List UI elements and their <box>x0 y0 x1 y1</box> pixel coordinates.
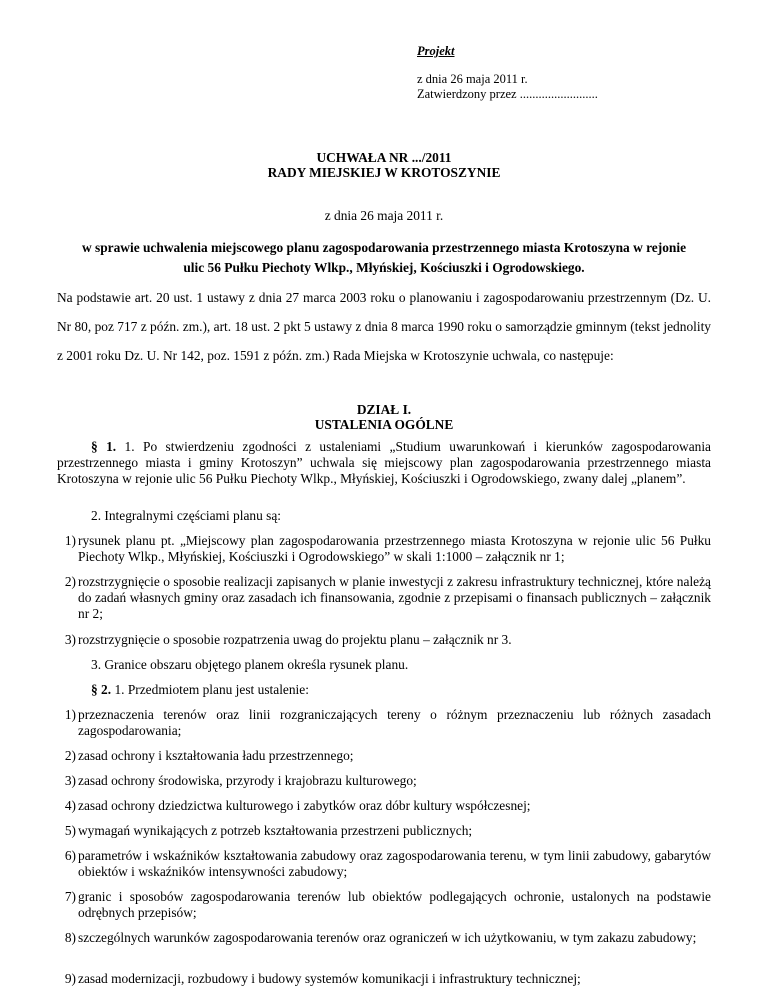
list-number: 2) <box>64 574 76 589</box>
list-number: 9) <box>64 971 76 986</box>
list-number: 7) <box>64 889 76 904</box>
list-number: 3) <box>64 632 76 647</box>
list-item <box>57 773 711 789</box>
list-text: przeznaczenia terenów oraz linii rozgraniczających tereny o różnym przeznaczeniu lub różnych zasadach zagospodarowania; <box>78 707 711 738</box>
list-text: zasad modernizacji, rozbudowy i budowy systemów komunikacji i infrastruktury technicznej; <box>78 971 581 986</box>
dzial-number: DZIAŁ I. <box>356 402 412 417</box>
list-number: 4) <box>64 798 76 813</box>
list-number: 1) <box>64 533 76 548</box>
section-mark: § 1. <box>91 439 117 454</box>
list-number: 6) <box>64 848 76 863</box>
list-item <box>57 748 711 764</box>
paragraph-s1-2: 2. Integralnymi częściami planu są: <box>91 508 282 523</box>
paragraph-text: 1. Po stwierdzeniu zgodności z ustaleniami „Studium uwarunkowań i kierunków zagospodarowania przestrzennego miasta i gminy Krotoszyn” uchwala się miejscowy plan zagospodarowania przestrzennego miasta Krotoszyna w rejonie ulic 56 Pułku Piechoty Wlkp., Młyńskiej, Kościuszki i Ogrodowskiego, zwany dalej „planem”. <box>57 439 711 486</box>
list-item <box>57 848 711 880</box>
subject-line-1: w sprawie uchwalenia miejscowego planu zagospodarowania przestrzennego miasta Krotoszyna w rejonie <box>81 240 687 255</box>
list-item <box>57 798 711 814</box>
header-approved: Zatwierdzony przez ......................... <box>417 87 598 101</box>
list-item <box>57 930 711 946</box>
paragraph-s1-1 <box>57 439 711 487</box>
paragraph-s2-1 <box>57 682 711 698</box>
resolution-date: z dnia 26 maja 2011 r. <box>324 208 444 223</box>
dzial-name: USTALENIA OGÓLNE <box>314 417 454 432</box>
list-number: 2) <box>64 748 76 763</box>
header-date: z dnia 26 maja 2011 r. <box>417 72 528 86</box>
preamble: Na podstawie art. 20 ust. 1 ustawy z dnia 27 marca 2003 roku o planowaniu i zagospodarowaniu przestrzennym (Dz. U. Nr 80, poz 717 z późn. zm.), art. 18 ust. 2 pkt 5 ustawy z dnia 8 marca 1990 roku o samorządzie gminnym (tekst jednolity z 2001 roku Dz. U. Nr 142, poz. 1591 z późn. zm.) Rada Miejska w Krotoszynie uchwala, co następuje: <box>57 290 711 363</box>
resolution-number: UCHWAŁA NR .../2011 <box>316 150 452 165</box>
resolution-subject <box>0 238 768 278</box>
list-text: parametrów i wskaźników kształtowania zabudowy oraz zagospodarowania terenu, w tym linii zabudowy, gabarytów obiektów i wskaźników intensywności zabudowy; <box>78 848 711 879</box>
list-text: granic i sposobów zagospodarowania terenów lub obiektów podlegających ochronie, ustalonych na podstawie odrębnych przepisów; <box>78 889 711 920</box>
resolution-title <box>0 150 768 180</box>
list-number: 1) <box>64 707 76 722</box>
list-number: 5) <box>64 823 76 838</box>
council-name: RADY MIEJSKIEJ W KROTOSZYNIE <box>267 165 501 180</box>
section-mark: § 2. <box>91 682 112 697</box>
subject-line-2: ulic 56 Pułku Piechoty Wlkp., Młyńskiej, Kościuszki i Ogrodowskiego. <box>183 260 585 275</box>
list-text: rozstrzygnięcie o sposobie rozpatrzenia uwag do projektu planu – załącznik nr 3. <box>78 632 512 647</box>
list-item <box>57 632 711 648</box>
paragraph-s1-3: 3. Granice obszaru objętego planem określa rysunek planu. <box>91 657 409 672</box>
list-item <box>57 823 711 839</box>
list-number: 8) <box>64 930 76 945</box>
projekt-label: Projekt <box>417 44 455 58</box>
list-text: rysunek planu pt. „Miejscowy plan zagospodarowania przestrzennego miasta Krotoszyna w rejonie ulic 56 Pułku Piechoty Wlkp., Młyńskiej, Kościuszki i Ogrodowskiego” w skali 1:1000 – załącznik nr 1; <box>78 533 711 564</box>
list-text: rozstrzygnięcie o sposobie realizacji zapisanych w planie inwestycji z zakresu infrastruktury technicznej, które należą do zadań własnych gminy oraz zasadach ich finansowania, zgodnie z przepisami o finansach publicznych – załącznik nr 2; <box>78 574 711 621</box>
section-heading <box>0 402 768 432</box>
list-item <box>57 971 711 987</box>
list-item <box>57 533 711 565</box>
list-item <box>57 889 711 921</box>
paragraph-text: 1. Przedmiotem planu jest ustalenie: <box>111 682 309 697</box>
list-text: zasad ochrony środowiska, przyrody i krajobrazu kulturowego; <box>78 773 417 788</box>
list-text: wymagań wynikających z potrzeb kształtowania przestrzeni publicznych; <box>78 823 473 838</box>
list-text: zasad ochrony dziedzictwa kulturowego i zabytków oraz dóbr kultury współczesnej; <box>78 798 531 813</box>
list-text: szczególnych warunków zagospodarowania terenów oraz ograniczeń w ich użytkowaniu, w tym zakazu zabudowy; <box>78 930 697 945</box>
list-text: zasad ochrony i kształtowania ładu przestrzennego; <box>78 748 354 763</box>
header-block <box>417 44 598 102</box>
list-item <box>57 574 711 622</box>
list-number: 3) <box>64 773 76 788</box>
list-item <box>57 707 711 739</box>
